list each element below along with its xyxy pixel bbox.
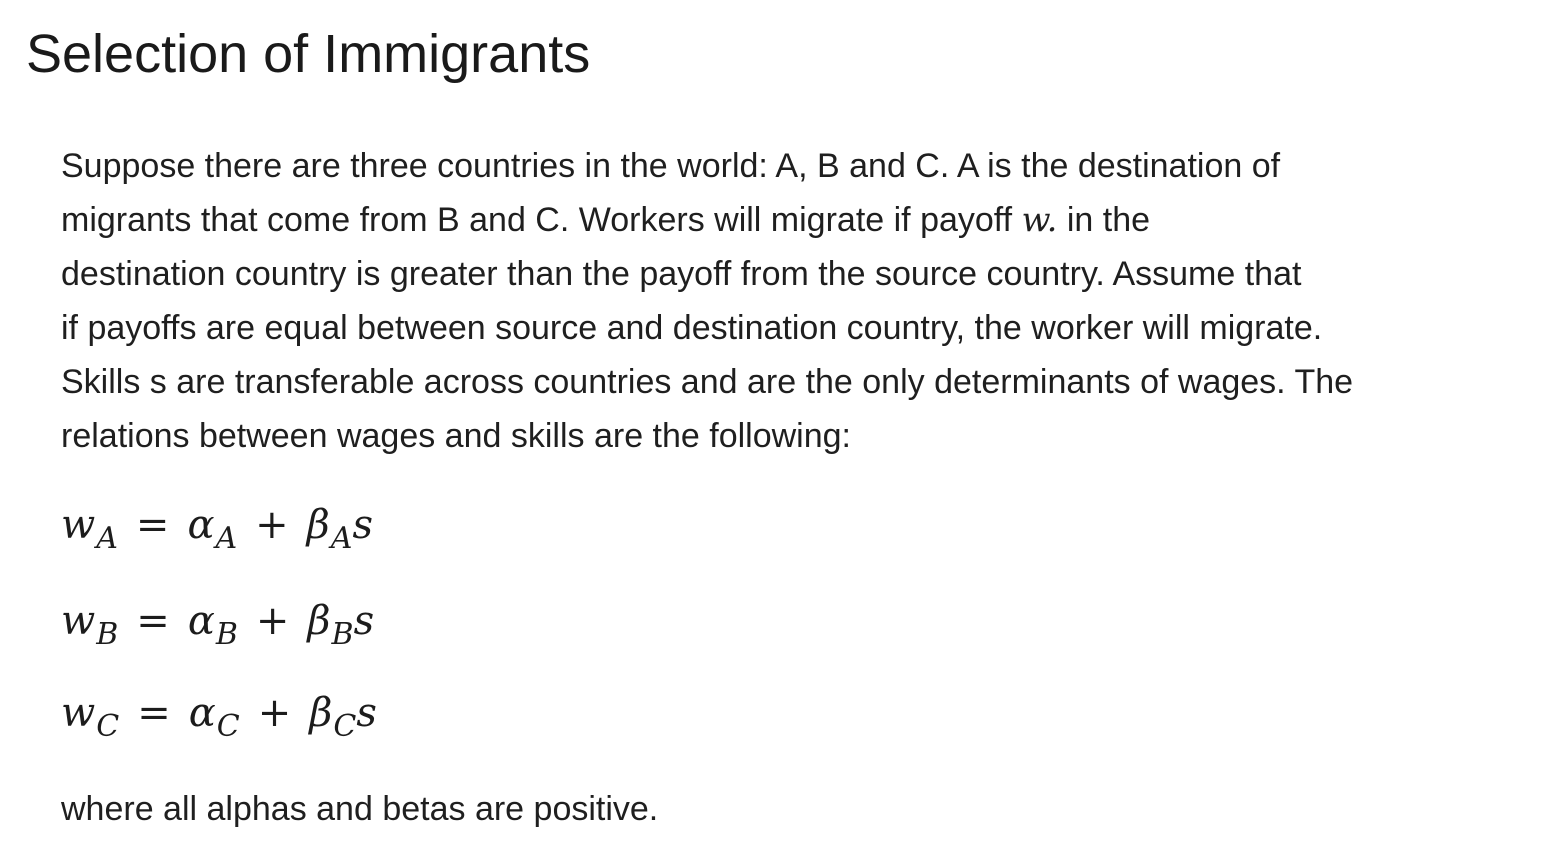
beta-symbol: β (307, 598, 331, 644)
intro-line-4: if payoffs are equal between source and destination country, the worker will migrate. (61, 309, 1323, 347)
intro-line-2 (61, 193, 1521, 247)
inline-math-payoff: w. (1021, 200, 1058, 240)
beta-subscript: C (333, 709, 357, 744)
wage-subscript: A (96, 521, 118, 556)
beta-symbol: β (309, 690, 333, 736)
beta-subscript: A (330, 521, 353, 556)
wage-symbol: w (61, 502, 96, 548)
alpha-symbol: α (187, 598, 215, 644)
alpha-symbol: α (187, 502, 215, 548)
equation-wage-c (61, 688, 377, 742)
wage-symbol: w (61, 690, 96, 736)
beta-symbol: β (306, 502, 330, 548)
beta-subscript: B (331, 617, 354, 652)
intro-line-1: Suppose there are three countries in the world: A, B and C. A is the destination of (61, 147, 1281, 185)
alpha-subscript: C (216, 709, 240, 744)
equals-sign: = (137, 690, 171, 736)
plus-sign: + (255, 598, 290, 644)
wage-subscript: B (96, 617, 119, 652)
skill-symbol: s (353, 598, 375, 644)
footer-note: where all alphas and betas are positive. (61, 790, 659, 828)
intro-line-5: Skills s are transferable across countries and are the only determinants of wages. The (61, 363, 1354, 401)
equals-sign: = (135, 502, 170, 548)
intro-line-3: destination country is greater than the payoff from the source country. Assume that (61, 255, 1302, 293)
intro-line-6: relations between wages and skills are the following: (61, 417, 852, 455)
skill-symbol: s (356, 690, 377, 736)
intro-line-2-start: migrants that come from B and C. Workers will migrate if payoff (61, 201, 1022, 239)
alpha-subscript: A (215, 521, 238, 556)
wage-symbol: w (61, 598, 96, 644)
alpha-subscript: B (215, 617, 238, 652)
intro-paragraph (61, 139, 1521, 463)
equation-wage-a (61, 500, 373, 554)
wage-subscript: C (96, 709, 120, 744)
alpha-symbol: α (188, 690, 216, 736)
plus-sign: + (257, 690, 292, 736)
plus-sign: + (255, 502, 289, 548)
equation-wage-b (61, 596, 374, 650)
skill-symbol: s (352, 502, 373, 548)
equals-sign: = (136, 598, 170, 644)
intro-line-2-end: in the (1057, 201, 1151, 239)
page-title: Selection of Immigrants (26, 24, 591, 84)
